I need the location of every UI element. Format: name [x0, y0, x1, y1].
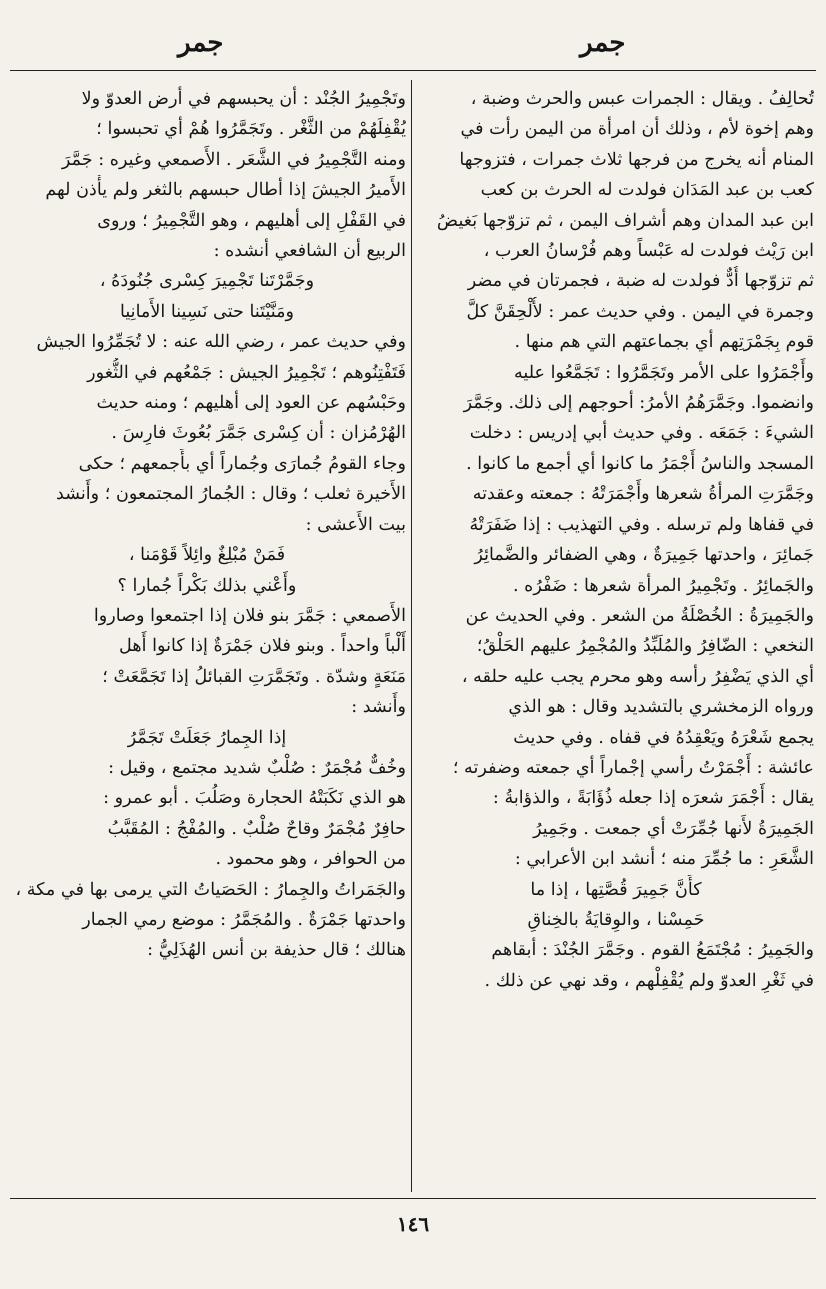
- text-line: وجمرة في اليمن . وفي حديث عمر : لأُلْحِقَنَّ كلَّ: [466, 301, 814, 322]
- running-headword-left: جمر: [178, 28, 224, 58]
- text-line: هنالك ؛ قال حذيفة بن أنس الهُذَلِيُّ :: [147, 940, 406, 961]
- verse-line: ومَنَّيْتَنا حتى نَسِينا الأَمانِيا: [120, 301, 294, 322]
- text-line: حافِرٌ مُجْمَرٌ وقاحٌ صُلْبٌ . والمُفْجُ : المُقَبَّبُ: [107, 818, 406, 839]
- left-text-column: [8, 84, 406, 1194]
- text-line: والجَمِيرُ : مُجْتَمَعُ القوم . وجَمَّرَ الجُنْدَ : أبقاهم: [491, 940, 814, 961]
- footer-rule: [10, 1198, 816, 1199]
- text-line: الأَخيرة ثعلب ؛ وقال : الجُمارُ المجتمعون ؛ وأَنشد: [55, 484, 406, 505]
- text-line: وجاء القومُ جُمارَى وجُماراً أي بأَجمعهم ؛ حكى: [78, 453, 406, 474]
- text-line: قوم بِجَمْرَتِهم أي بجماعتهم التي هم منها .: [514, 332, 814, 353]
- column-divider: [411, 80, 412, 1192]
- text-line: والجَمَراتُ والجِمارُ : الحَصَياتُ التي يرمى بها في مكة ،: [15, 879, 406, 900]
- text-line: الشَّعَرِ : ما جُمِّرَ منه ؛ أنشد ابن الأعرابي :: [514, 849, 814, 870]
- text-line: أَلْباً واحداً . وبنو فلان جَمْرَةٌ إذا كانوا أَهل: [119, 636, 406, 657]
- text-line: الجَمِيرَةُ لأَنها جُمِّرَتْ أي جمعت . وجَمِيرُ: [533, 818, 814, 839]
- text-line: ثم تزوّجها أُدٌّ فولدت له ضبة ، فجمرتان في مضر: [467, 271, 814, 292]
- text-line: ابن رَيْث فولدت له عَبْساً وهم فُرْسانُ العرب ،: [483, 241, 814, 262]
- text-line: الربيع أن الشافعي أنشده :: [213, 241, 406, 262]
- text-line: فَتَفْتِنُوهم ؛ تَجْمِيرُ الجيش : جَمْعُهم في الثُّغور: [87, 362, 406, 383]
- text-line: وأَجْمَرُوا على الأمر وتَجَمَّرُوا : تَجَمَّعُوا عليه: [513, 362, 814, 383]
- text-line: يقال : أَجْمَرَ شعرَه إذا جعله ذُؤَابَةً ، والذؤابةُ :: [492, 788, 814, 809]
- text-line: وتَجْمِيرُ الجُنْد : أن يحبسهم في أرض العدوّ ولا: [81, 89, 406, 109]
- text-line: النخعي : الضّافِرُ والمُلَبِّدُ والمُجْمِرُ عليهم الحَلْقُ؛: [476, 636, 814, 657]
- text-line: الأَصمعي : جَمَّرَ بنو فلان إذا اجتمعوا وصاروا: [93, 605, 406, 626]
- verse-line: وأَعْني بذلك بَكْراً جُمارا ؟: [117, 575, 297, 596]
- text-line: وجَمَّرَتِ المرأةُ شعرها وأَجْمَرَتْهُ : جمعته وعقدته: [472, 484, 814, 505]
- text-line: في قفاها ولم ترسله . وفي التهذيب : إذا ضَفَرَتْهُ: [469, 514, 814, 535]
- text-line: والجَمِيرَةُ : الخُصْلَةُ من الشعر . وفي الحديث عن: [465, 605, 814, 626]
- text-line: ابن عبد المدان وهم أشراف اليمن ، ثم تزوّجها بَغيضُ: [436, 210, 814, 231]
- verse-line: كأَنَّ جَمِيرَ قُصَّتِها ، إذا ما: [530, 879, 702, 900]
- text-line: وفي حديث عمر ، رضي الله عنه : لا تُجَمِّرُوا الجيش: [36, 332, 406, 353]
- verse-line: إذا الجِمارُ جَعَلَتْ تَجَمَّرُ: [127, 727, 287, 748]
- header-rule: [10, 70, 816, 71]
- text-line: عائشة : أَجْمَرْتُ رأسي إجْماراً أي جمعته وضفرته ؛: [452, 757, 814, 778]
- text-line: جَمائِرَ ، واحدتها جَمِيرَةٌ ، وهي الضفائر والضَّمائِرُ: [474, 545, 814, 566]
- text-line: وحَبْسُهم عن العود إلى أهليهم ؛ ومنه حديث: [96, 393, 406, 414]
- text-line: ومنه التَّجْمِيرُ في الشَّعَر . الأَصمعي وغيره : جَمَّرَ: [61, 149, 406, 170]
- text-line: يُقْفِلَهُمْ من الثَّغْر . وتَجَمَّرُوا هُمْ أي تحبسوا ؛: [96, 119, 406, 140]
- text-line: هو الذي نَكَبَتْهُ الحجارة وصَلُبَ . أبو عمرو :: [103, 788, 406, 809]
- text-line: وأَنشد :: [351, 697, 406, 718]
- text-line: مَنَعَةٍ وشدّة . وتَجَمَّرَتِ القبائلُ إذا تَجَمَّعَتْ ؛: [102, 666, 406, 687]
- text-line: من الحوافر ، وهو محمود .: [215, 849, 406, 870]
- text-line: يجمع شَعْرَهُ ويَعْقِدُهُ في قفاه . وفي حديث: [513, 727, 814, 748]
- text-line: تُحالِفُ . ويقال : الجمرات عبس والحرث وضبة ،: [470, 89, 814, 109]
- text-line: الأَميرُ الجيشَ إذا أطال حبسهم بالثغر ولم يأْذن لهم: [45, 180, 406, 201]
- text-line: وهم إخوة لأم ، وذلك أن امرأة من اليمن رأت في: [460, 119, 814, 140]
- text-line: وخُفٌّ مُجْمَرٌ : صُلْبٌ شديد مجتمع ، وقيل :: [108, 757, 406, 778]
- text-line: في ثَغْرِ العدوّ ولم يُقْفِلْهم ، وقد نهي عن ذلك .: [484, 970, 814, 991]
- verse-line: فَمَنْ مُبْلِغٌ وائِلاً قَوْمَنا ،: [128, 545, 286, 566]
- text-line: والجَمائِرُ . وتَجْمِيرُ المرأة شعرها : ضَفْرُه .: [512, 575, 814, 596]
- text-line: الهُرْمُزان : أن كِسْرى جَمَّرَ بُعُوثَ فارِسَ .: [111, 423, 406, 444]
- text-line: المنام أنه يخرج من فرجها ثلاث جمرات ، فتزوجها: [459, 149, 814, 170]
- verse-line: حَمِسْنا ، والوِقايَةُ بالخِناقِ: [527, 909, 705, 930]
- text-line: وانضموا. وجَمَّرَهُمُ الأمرُ: أحوجهم إلى ذلك. وجَمَّرَ: [463, 393, 814, 414]
- text-line: في القَفْلِ إلى أهليهم ، وهو التَّجْمِيرُ ؛ وروى: [97, 210, 406, 231]
- text-line: ورواه الزمخشري بالتشديد وقال : هو الذي: [508, 697, 814, 718]
- page-header: [0, 28, 826, 64]
- text-line: بيت الأَعشى :: [305, 514, 406, 535]
- text-line: المسجد والناسُ أَجْمَرُ ما كانوا أي أجمع ما كانوا .: [466, 453, 814, 474]
- right-text-column: [418, 84, 814, 1194]
- text-line: واحدتها جَمْرَةٌ . والمُجَمَّرُ : موضع رمي الجمار: [82, 909, 406, 930]
- text-line: أي الذي يَضْفِرُ رأسه وهو محرم يجب عليه حلقه ،: [461, 666, 814, 687]
- text-line: كعب بن عبد المَدَان فولدت له الحرث بن كعب: [480, 180, 814, 201]
- running-headword-right: جمر: [580, 28, 626, 58]
- text-line: الشيءَ : جَمَعَه . وفي حديث أبي إدريس : دخلت: [469, 423, 814, 444]
- verse-line: وجَمَّرْتَنا تَجْمِيرَ كِسْرى جُنُودَهُ ،: [99, 271, 315, 292]
- page-number: ١٤٦: [396, 1212, 430, 1236]
